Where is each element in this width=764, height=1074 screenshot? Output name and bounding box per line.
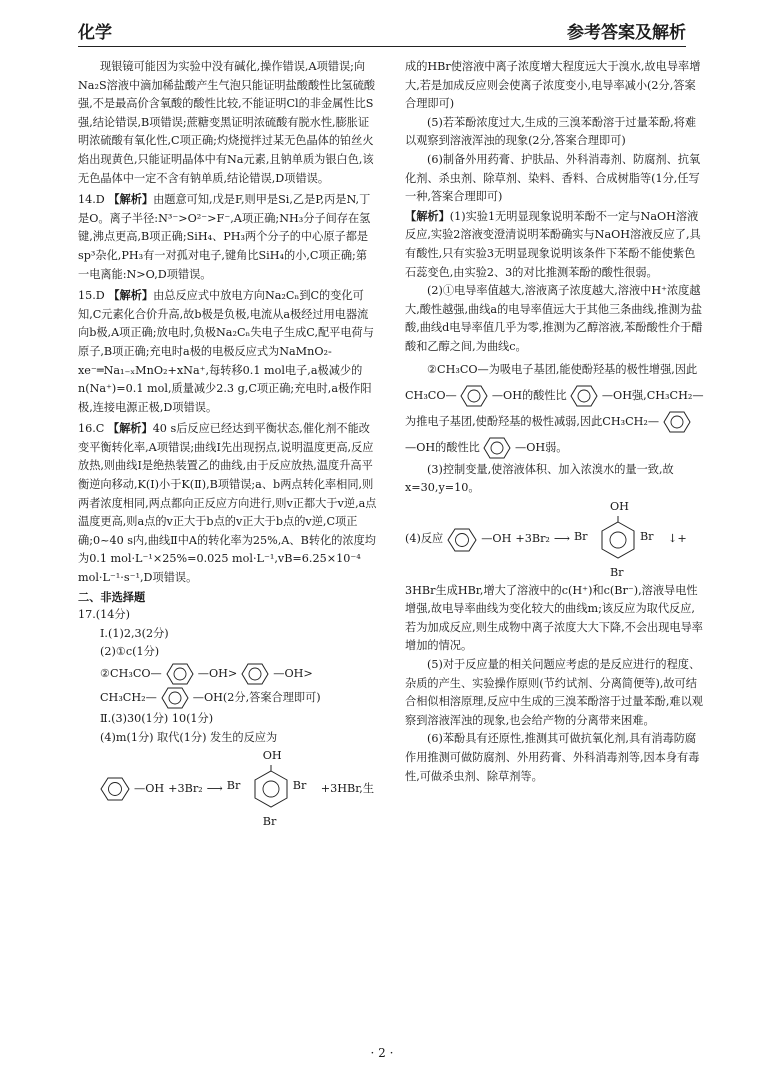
product-br-left: Br bbox=[226, 779, 241, 793]
reaction-tail: +3HBr,生 bbox=[320, 781, 375, 795]
tribromophenol bbox=[227, 747, 317, 831]
page-header bbox=[78, 18, 686, 48]
product-br-left: Br bbox=[573, 529, 588, 543]
q17-part1: Ⅰ.(1)2,3(2分) bbox=[100, 626, 169, 640]
benzene-ring-icon bbox=[161, 687, 189, 709]
continuation-paragraph: 现银镜可能因为实验中没有碱化,操作错误,A项错误;向Na₂S溶液中滴加稀盐酸产生气泡只能证明盐酸酸性比氢硫酸强,不是最高价含氧酸的酸性比较,不能证明Cl的非金属性比S强,结论错误,B项错误;蔗糖变黑证明浓硫酸有脱水性,膨胀证明浓硫酸有氧化性,C项正确;灼烧搅拌过某无色晶体的铂丝火焰出现黄色,只能证明晶体中有Na元素,且钠单质为银白色,该无色晶体中一定不含有钠单质,结论错误,D项错误。 bbox=[78, 60, 376, 185]
analysis-paragraph bbox=[405, 207, 705, 282]
question-16 bbox=[78, 419, 378, 587]
acid-compare-1: —OH的酸性比 bbox=[491, 388, 567, 402]
tribromophenol-ring-icon bbox=[251, 765, 291, 809]
ethyl-text: —OH强,CH₃CH₂—为推电子基团,使酚羟基的极性减弱,因此CH₃CH₂— bbox=[405, 388, 704, 428]
arrow-icon: ⟶ bbox=[553, 532, 570, 546]
oh-gt-1: —OH> bbox=[197, 666, 238, 680]
q14-answer: 14.D bbox=[78, 193, 105, 207]
product-br-bottom: Br bbox=[262, 815, 277, 829]
tribromophenol-ring-icon bbox=[598, 516, 638, 560]
product-br-right: Br bbox=[639, 529, 654, 543]
q15-text: 由总反应式中放电方向Na₂Cₙ到C的变化可知,C元素化合价升高,故b极是负极,电流从a极经过用电器流向b极,A项正确;放电时,负极Na₂Cₙ失电子生成C,配平电荷与原子,B项正确;充电时a极的电极反应式为NaMnO₂-xe⁻═Na₁₋ₓMnO₂+xNa⁺,每转移0.1 mol电子,a极减少的n(Na⁺)=0.1 mol,质量减少2.3 g,C项正确;充电时,a极作阳极,连接电源正极,D项错误。 bbox=[78, 289, 374, 414]
acidity-order-line1 bbox=[78, 662, 378, 686]
phenol-ring-icon bbox=[447, 528, 477, 552]
bromine-reagent: +3Br₂ bbox=[515, 532, 550, 546]
reaction-label: (4)反应 bbox=[405, 532, 444, 546]
analysis-paragraph-6: (5)对于反应量的相关问题应考虑的是反应进行的程度、杂质的产生、实验操作原则(节约试剂、分离简便等),故可结合相似相溶原理,反应中生成的三溴苯酚溶于过量苯酚,难以观察到溶液浑浊的现象,也会给产物的分离带来困难。 bbox=[405, 658, 703, 727]
benzene-ring-icon bbox=[663, 411, 691, 433]
bromine-reagent: +3Br₂ bbox=[168, 781, 203, 795]
section-heading: 二、非选择题 bbox=[78, 589, 146, 604]
section-title: 参考答案及解析 bbox=[567, 23, 686, 43]
q15-answer: 15.D bbox=[78, 289, 105, 303]
question-15 bbox=[78, 286, 378, 417]
ethyl-prefix: CH₃CH₂— bbox=[100, 690, 157, 704]
benzene-ring-icon bbox=[460, 385, 488, 407]
q17-part2: (2)①c(1分) bbox=[100, 645, 160, 659]
subject-title: 化学 bbox=[78, 23, 112, 43]
precipitate-plus: ↓+ bbox=[667, 532, 687, 546]
oh-suffix: —OH(2分,答案合理即可) bbox=[192, 690, 321, 704]
question-17-heading: 17.(14分) bbox=[78, 608, 130, 622]
analysis-tag: 【解析】 bbox=[405, 208, 450, 223]
phenol-ring-icon bbox=[100, 777, 130, 801]
analysis-paragraph-2: (2)①电导率值越大,溶液离子浓度越大,溶液中H⁺浓度越大,酸性越强,曲线a的电导率值远大于其他三条曲线,推测为盐酸,曲线d电导率值几乎为零,推测为乙醇溶液,苯酚酸性介于醋酸和乙醇之间,为曲线c。 bbox=[405, 284, 703, 353]
benzene-ring-icon bbox=[570, 385, 598, 407]
oh-gt-2: —OH> bbox=[273, 666, 313, 680]
product-oh: OH bbox=[262, 749, 282, 763]
product-br-right: Br bbox=[292, 779, 307, 793]
acid-compare-2: —OH的酸性比 bbox=[405, 440, 480, 454]
q15-analysis-tag: 【解析】 bbox=[108, 288, 154, 303]
acetyl-prefix: ②CH₃CO— bbox=[100, 666, 162, 680]
analysis-paragraph-3 bbox=[405, 357, 705, 461]
acid-weak: —OH弱。 bbox=[515, 440, 568, 454]
q16-text: 40 s后反应已经达到平衡状态,催化剂不能改变平衡转化率,A项错误;曲线Ⅰ先出现拐点,说明温度更高,反应放热,则曲线Ⅰ是绝热装置乙的曲线,由于反应放热,温度升高平衡逆向移动,K(Ⅰ)小于K(Ⅱ),B项错误;a、b两点转化率相同,则两者浓度相同,两点都向正反应方向进行,则v正都大于v逆,a点温度更高,则a点的v正大于b点的v正大于b点的v逆,C项正确;0~40 s内,曲线Ⅱ中A的转化率为25%,A、B转化的浓度均为0.1 mol·L⁻¹×25%=0.025 mol·L⁻¹,vB=6.25×10⁻⁴ mol·L⁻¹·s⁻¹,D项错误。 bbox=[78, 422, 377, 585]
analysis-text: (1)实验1无明显现象说明苯酚不一定与NaOH溶液反应,实验2溶液变澄清说明苯酚确实与NaOH溶液反应了,具有酸性,只有实验3无明显现象说明该条件下苯酚不能使紫色石蕊变色,由实验2、3的对比推测苯酚的酸性很弱。 bbox=[405, 209, 701, 279]
arrow-icon: ⟶ bbox=[206, 781, 223, 795]
product-br-bottom: Br bbox=[609, 565, 624, 579]
q16-analysis-tag: 【解析】 bbox=[107, 421, 153, 436]
phenol-oh: —OH bbox=[481, 532, 512, 546]
acetyl-text: ②CH₃CO—为吸电子基团,能使酚羟基的极性增强,因此CH₃CO— bbox=[405, 362, 698, 402]
q16-answer: 16.C bbox=[78, 422, 105, 436]
q17-part4: (4)m(1分) 取代(1分) 发生的反应为 bbox=[100, 730, 278, 744]
analysis-paragraph-7: (6)苯酚具有还原性,推测其可做抗氧化剂,具有消毒防腐作用推测可做防腐剂、外用药膏、外科消毒剂等,因本身有毒性,可做杀虫剂、除草剂等。 bbox=[405, 732, 700, 783]
answer-paragraph-5: (5)若苯酚浓度过大,生成的三溴苯酚溶于过量苯酚,将难以观察到溶液浑浊的现象(2分,答案合理即可) bbox=[405, 115, 697, 148]
benzene-ring-icon bbox=[166, 663, 194, 685]
left-column bbox=[78, 58, 378, 831]
q14-analysis-tag: 【解析】 bbox=[108, 192, 154, 207]
header-rule bbox=[78, 46, 686, 47]
page-number: · 2 · bbox=[370, 1046, 394, 1060]
acidity-order-line2 bbox=[78, 686, 378, 710]
answer-paragraph-1: 成的HBr使溶液中离子浓度增大程度远大于溴水,故电导率增大,若是加成反应则会使离子浓度变小,电导率减小(2分,答案合理即可) bbox=[405, 60, 701, 111]
phenol-oh: —OH bbox=[134, 781, 165, 795]
q17-part3: Ⅱ.(3)30(1分) 10(1分) bbox=[100, 712, 214, 725]
right-column bbox=[405, 58, 705, 786]
answer-paragraph-6: (6)制备外用药膏、护肤品、外科消毒剂、防腐剂、抗氧化剂、杀虫剂、除草剂、染料、香料、合成树脂等(1分,任写一种,答案合理即可) bbox=[405, 152, 701, 204]
benzene-ring-icon bbox=[483, 437, 511, 459]
question-14 bbox=[78, 190, 378, 284]
analysis-paragraph-5: 3HBr生成HBr,增大了溶液中的c(H⁺)和c(Br⁻),溶液导电性增强,故电导率曲线为变化较大的曲线m;该反应为取代反应,若为加成反应,则生成物中离子浓度大大下降,不会出现电导率增加的情况。 bbox=[405, 583, 703, 653]
analysis-paragraph-4: (3)控制变量,使溶液体积、加入浓溴水的量一致,故x=30,y=10。 bbox=[405, 462, 674, 495]
product-oh: OH bbox=[609, 499, 629, 513]
bromination-reaction-left bbox=[78, 747, 378, 831]
tribromophenol bbox=[574, 498, 664, 582]
q14-text: 由题意可知,戊是F,则甲是Si,乙是P,丙是N,丁是O。离子半径:N³⁻>O²⁻>F⁻,A项正确;NH₃分子间存在氢键,沸点更高,B项正确;SiH₄、PH₃两个分子的中心原子都是sp³杂化,PH₃有一对孤对电子,键角比SiH₄的小,C项正确;第一电离能:N>O,D项错误。 bbox=[78, 193, 371, 281]
bromination-reaction-right bbox=[405, 498, 705, 582]
benzene-ring-icon bbox=[241, 663, 269, 685]
